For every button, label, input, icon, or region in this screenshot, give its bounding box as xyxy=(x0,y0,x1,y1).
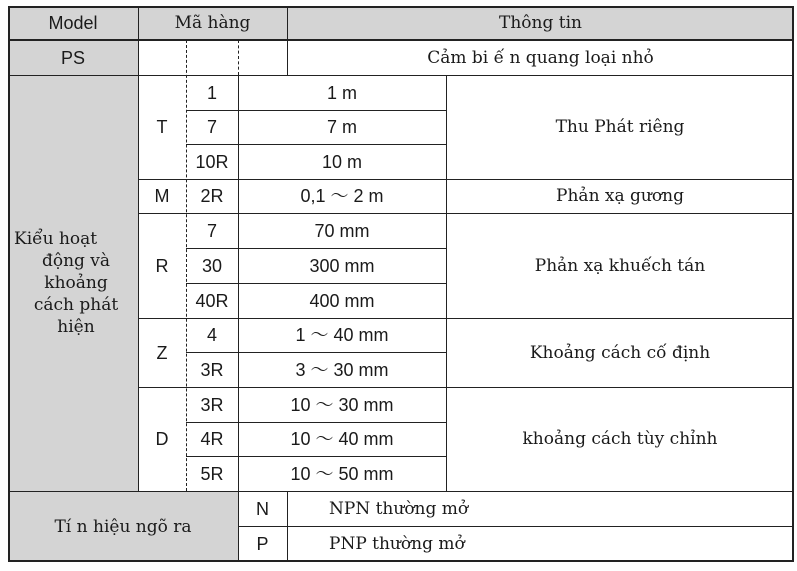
grid-line xyxy=(138,179,794,180)
code-cell: 3R xyxy=(200,359,224,380)
range-cell: 400 mm xyxy=(309,290,375,311)
group-letter-r: R xyxy=(155,255,169,276)
output-code-n: N xyxy=(256,498,269,519)
code-cell: 30 xyxy=(201,255,223,276)
range-cell: 1 ～ 40 mm xyxy=(295,325,389,345)
range-cell: 3 ～ 30 mm xyxy=(295,359,389,380)
operation-label xyxy=(8,75,138,491)
range-cell: 300 mm xyxy=(309,255,375,276)
type-cell-m: Phản xạ gương xyxy=(556,186,684,206)
range-cell: 0,1 ～ 2 m xyxy=(300,186,384,206)
operation-label-line3: cách phát hiện xyxy=(33,295,119,337)
ps-info: Cảm bi ế n quang loại nhỏ xyxy=(427,47,654,68)
code-cell: 40R xyxy=(195,290,229,311)
range-cell: 10 ～ 40 mm xyxy=(290,429,394,449)
grid-line xyxy=(138,213,794,214)
grid-line xyxy=(186,422,446,423)
grid-line xyxy=(238,526,794,527)
output-desc-pnp: PNP thường mở xyxy=(329,534,465,554)
range-cell: 70 mm xyxy=(314,220,370,241)
group-letter-d: D xyxy=(155,429,169,449)
grid-line xyxy=(446,75,447,491)
operation-label-line1: Kiểu hoạt xyxy=(14,229,98,249)
output-code-p: P xyxy=(256,534,269,554)
code-cell: 7 xyxy=(206,220,217,241)
header-info: Thông tin xyxy=(287,6,794,40)
grid-line xyxy=(138,387,794,388)
grid-line xyxy=(8,491,794,492)
grid-line xyxy=(287,491,288,562)
grid-line xyxy=(186,456,446,457)
operation-label-line2: động và khoảng xyxy=(41,251,111,293)
grid-line xyxy=(138,318,794,319)
grid-line xyxy=(238,75,239,562)
grid-line xyxy=(138,6,139,491)
grid-line xyxy=(8,39,794,41)
range-cell: 10 m xyxy=(321,151,363,172)
range-cell: 1 m xyxy=(326,82,357,103)
grid-line xyxy=(186,248,446,249)
grid-line-dashed xyxy=(238,40,239,75)
header-model: Model xyxy=(8,6,138,40)
group-letter-m: M xyxy=(154,186,170,206)
output-desc-npn: NPN thường mở xyxy=(329,498,469,519)
grid-line xyxy=(186,144,446,145)
grid-line-dashed xyxy=(186,40,187,491)
group-letter-z: Z xyxy=(156,342,168,363)
range-cell: 7 m xyxy=(326,117,357,137)
code-cell: 10R xyxy=(195,151,229,172)
grid-line xyxy=(186,352,446,353)
grid-line xyxy=(186,110,446,111)
code-cell: 2R xyxy=(200,186,224,206)
code-cell: 4 xyxy=(206,325,217,345)
code-cell: 7 xyxy=(206,117,217,137)
grid-line xyxy=(186,283,446,284)
grid-line xyxy=(287,6,288,75)
grid-line xyxy=(8,75,794,76)
ps-model: PS xyxy=(8,40,138,75)
code-cell: 3R xyxy=(200,394,224,415)
type-cell-t: Thu Phát riêng xyxy=(555,117,685,137)
code-cell: 5R xyxy=(200,463,224,484)
range-cell: 10 ～ 50 mm xyxy=(290,463,394,484)
group-letter-t: T xyxy=(156,117,168,137)
type-cell-r: Phản xạ khuếch tán xyxy=(534,255,706,276)
model-spec-table xyxy=(8,6,794,562)
output-label: Tí n hiệu ngõ ra xyxy=(8,491,238,562)
header-code: Mã hàng xyxy=(138,6,287,40)
type-cell-z: Khoảng cách cố định xyxy=(529,342,711,363)
range-cell: 10 ～ 30 mm xyxy=(290,394,394,415)
type-cell-d: khoảng cách tùy chỉnh xyxy=(522,429,718,449)
code-cell: 4R xyxy=(200,429,224,449)
code-cell: 1 xyxy=(206,82,217,103)
